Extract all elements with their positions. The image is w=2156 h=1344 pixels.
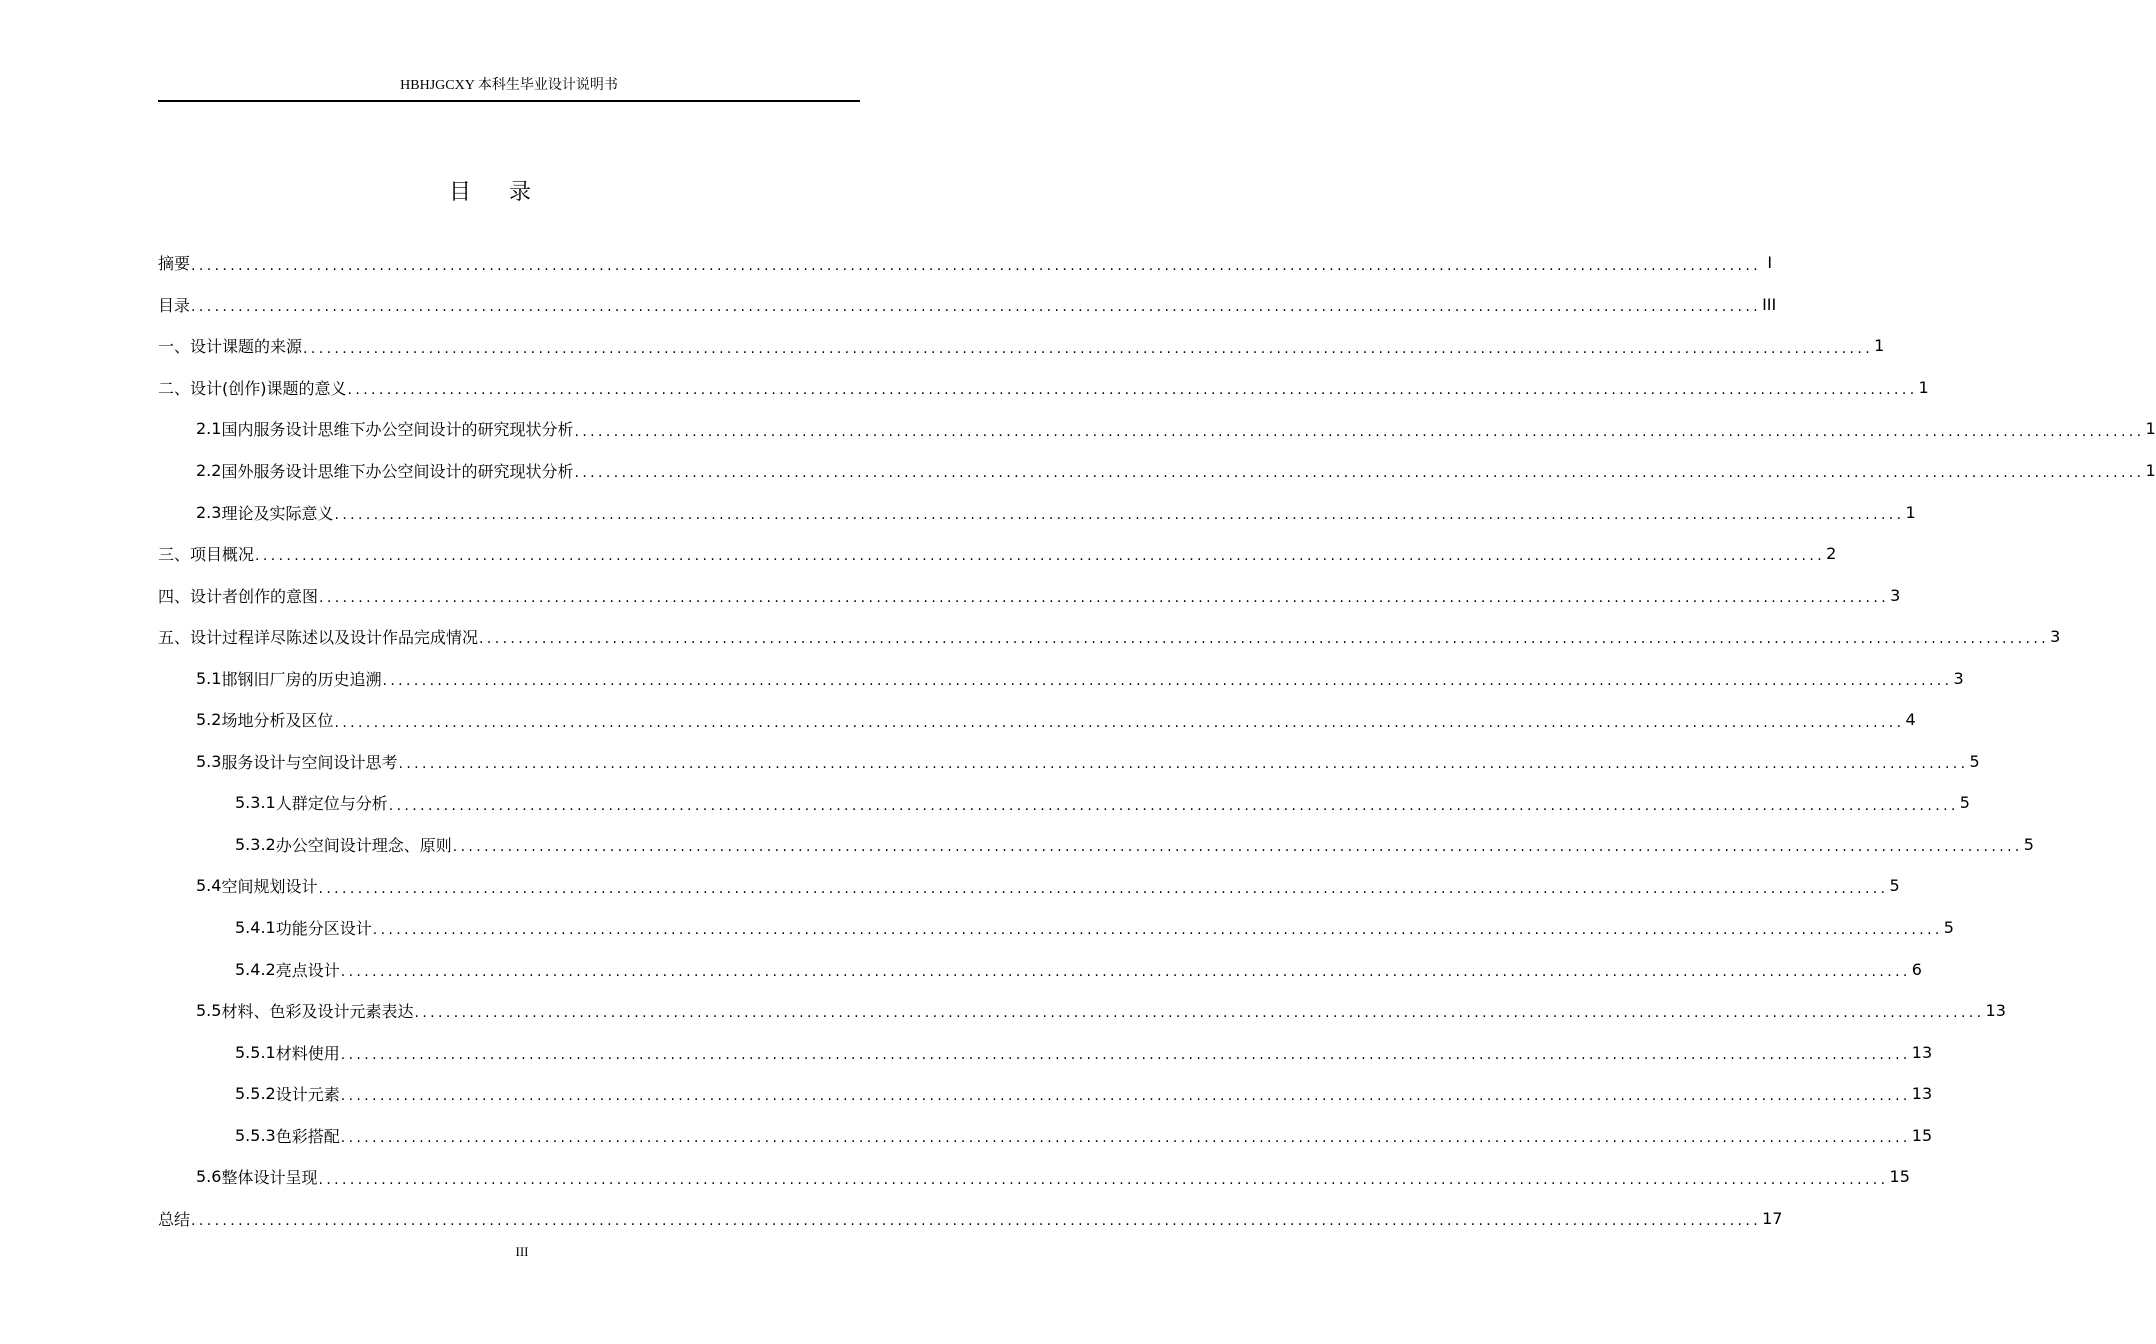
toc-entry-label: 三、项目概况 bbox=[158, 545, 255, 565]
toc-leader-dots: ........................................................................................................................................................................................................ bbox=[574, 423, 2145, 440]
toc-entry-page: 4 bbox=[1905, 710, 1916, 730]
toc-entry-page: 5 bbox=[1943, 918, 1954, 938]
toc-entry[interactable] bbox=[158, 699, 1916, 741]
toc-entry-label: 材料使用 bbox=[275, 1043, 340, 1063]
table-of-contents bbox=[158, 242, 2156, 1239]
toc-entry[interactable] bbox=[158, 824, 2034, 866]
toc-entry[interactable] bbox=[158, 1031, 1933, 1073]
toc-entry-label: 色彩搭配 bbox=[275, 1126, 340, 1146]
toc-entry[interactable] bbox=[158, 1114, 1933, 1156]
toc-entry-label: 场地分析及区位 bbox=[221, 711, 334, 731]
toc-entry-number: 5.6 bbox=[196, 1167, 222, 1187]
toc-entry-page: 1 bbox=[1918, 377, 1929, 397]
page-header: HBHJGCXY 本科生毕业设计说明书 bbox=[400, 78, 618, 93]
toc-entry[interactable] bbox=[158, 865, 1900, 907]
toc-entry-number: 5.4 bbox=[196, 876, 222, 896]
toc-leader-dots: ........................................................................................................................................................................................................ bbox=[318, 1171, 1889, 1188]
toc-entry[interactable] bbox=[158, 1156, 1910, 1198]
toc-entry-page: 13 bbox=[1985, 1001, 2006, 1021]
toc-leader-dots: ........................................................................................................................................................................................................ bbox=[319, 589, 1890, 606]
toc-entry-number: 5.2 bbox=[196, 710, 222, 730]
toc-entry-number: 5.4.2 bbox=[235, 959, 276, 979]
toc-entry-number: 5.3.1 bbox=[235, 793, 276, 813]
toc-entry[interactable] bbox=[158, 450, 2156, 492]
toc-entry-number: 5.3 bbox=[196, 751, 222, 771]
toc-entry-page: I bbox=[1767, 253, 1773, 273]
toc-entry-label: 整体设计呈现 bbox=[221, 1168, 318, 1188]
toc-leader-dots: ........................................................................................................................................................................................................ bbox=[191, 1213, 1762, 1230]
toc-entry-label: 功能分区设计 bbox=[275, 919, 372, 939]
toc-leader-dots: ........................................................................................................................................................................................................ bbox=[347, 382, 1918, 399]
toc-entry-page: 2 bbox=[1826, 544, 1837, 564]
toc-entry[interactable] bbox=[158, 491, 1916, 533]
toc-entry-number: 2.3 bbox=[196, 502, 222, 522]
toc-leader-dots: ........................................................................................................................................................................................................ bbox=[191, 257, 1762, 274]
toc-entry-label: 办公空间设计理念、原则 bbox=[275, 835, 452, 855]
toc-leader-dots: ........................................................................................................................................................................................................ bbox=[479, 631, 2050, 648]
toc-entry-number: 5.5.3 bbox=[235, 1125, 276, 1145]
toc-entry[interactable] bbox=[158, 367, 1929, 409]
toc-entry[interactable] bbox=[158, 741, 1980, 783]
toc-leader-dots: ........................................................................................................................................................................................................ bbox=[340, 1088, 1911, 1105]
toc-entry-label: 设计元素 bbox=[275, 1085, 340, 1105]
toc-entry[interactable] bbox=[158, 948, 1922, 990]
toc-leader-dots: ........................................................................................................................................................................................................ bbox=[334, 714, 1905, 731]
toc-entry-page: 3 bbox=[2050, 627, 2061, 647]
toc-leader-dots: ........................................................................................................................................................................................................ bbox=[414, 1005, 1985, 1022]
toc-entry-label: 材料、色彩及设计元素表达 bbox=[221, 1002, 414, 1022]
toc-entry-number: 5.5.2 bbox=[235, 1084, 276, 1104]
toc-entry-label: 人群定位与分析 bbox=[275, 794, 388, 814]
toc-entry-page: 15 bbox=[1911, 1125, 1933, 1145]
toc-entry-page: 5 bbox=[2023, 834, 2034, 854]
toc-entry[interactable] bbox=[158, 533, 1837, 575]
toc-entry-number: 5.5 bbox=[196, 1001, 222, 1021]
toc-leader-dots: ........................................................................................................................................................................................................ bbox=[340, 1046, 1911, 1063]
toc-entry[interactable] bbox=[158, 1198, 1783, 1240]
toc-entry-page: 17 bbox=[1762, 1208, 1783, 1228]
page-number: III bbox=[515, 1244, 529, 1259]
toc-entry[interactable] bbox=[158, 907, 1954, 949]
toc-entry-page: 1 bbox=[1905, 502, 1916, 522]
toc-entry-label: 国内服务设计思维下办公空间设计的研究现状分析 bbox=[221, 420, 574, 440]
toc-entry-page: III bbox=[1762, 294, 1777, 314]
toc-leader-dots: ........................................................................................................................................................................................................ bbox=[191, 299, 1762, 316]
toc-entry-page: 13 bbox=[1911, 1042, 1933, 1062]
toc-entry-label: 理论及实际意义 bbox=[221, 503, 334, 523]
toc-entry[interactable] bbox=[158, 616, 2061, 658]
toc-entry[interactable] bbox=[158, 657, 1964, 699]
toc-leader-dots: ........................................................................................................................................................................................................ bbox=[340, 963, 1911, 980]
toc-leader-dots: ........................................................................................................................................................................................................ bbox=[382, 673, 1953, 690]
toc-entry-label: 邯钢旧厂房的历史追溯 bbox=[221, 669, 382, 689]
toc-entry-number: 5.5.1 bbox=[235, 1042, 276, 1062]
toc-leader-dots: ........................................................................................................................................................................................................ bbox=[398, 756, 1969, 773]
toc-entry-page: 5 bbox=[1889, 876, 1900, 896]
toc-entry-label: 五、设计过程详尽陈述以及设计作品完成情况 bbox=[158, 628, 479, 648]
toc-entry-page: 5 bbox=[1969, 751, 1980, 771]
toc-entry-page: 6 bbox=[1911, 959, 1922, 979]
toc-entry[interactable] bbox=[158, 284, 1777, 326]
toc-entry-label: 摘要 bbox=[158, 254, 191, 274]
toc-entry-page: 3 bbox=[1890, 585, 1901, 605]
toc-leader-dots: ........................................................................................................................................................................................................ bbox=[452, 839, 2023, 856]
toc-leader-dots: ........................................................................................................................................................................................................ bbox=[318, 880, 1889, 897]
toc-entry[interactable] bbox=[158, 782, 1970, 824]
toc-entry-number: 5.1 bbox=[196, 668, 222, 688]
toc-leader-dots: ........................................................................................................................................................................................................ bbox=[334, 506, 1905, 523]
toc-entry-page: 5 bbox=[1959, 793, 1970, 813]
toc-entry[interactable] bbox=[158, 574, 1901, 616]
toc-entry-number: 2.1 bbox=[196, 419, 222, 439]
toc-entry-number: 2.2 bbox=[196, 461, 222, 480]
toc-entry-number: 5.3.2 bbox=[235, 834, 276, 854]
toc-entry[interactable] bbox=[158, 990, 2006, 1032]
toc-entry-label: 空间规划设计 bbox=[221, 877, 318, 897]
toc-entry[interactable] bbox=[158, 408, 2156, 450]
toc-entry-page: 1 bbox=[2145, 419, 2156, 439]
toc-leader-dots: ........................................................................................................................................................................................................ bbox=[303, 340, 1874, 357]
toc-entry-label: 四、设计者创作的意图 bbox=[158, 586, 319, 606]
toc-entry-label: 总结 bbox=[158, 1209, 191, 1229]
toc-title: 目录 bbox=[448, 180, 569, 205]
toc-entry-label: 二、设计(创作)课题的意义 bbox=[158, 378, 347, 398]
toc-leader-dots: ........................................................................................................................................................................................................ bbox=[340, 1130, 1911, 1147]
toc-leader-dots: ........................................................................................................................................................................................................ bbox=[372, 922, 1943, 939]
toc-entry-label: 亮点设计 bbox=[275, 960, 340, 980]
toc-entry-page: 3 bbox=[1953, 668, 1964, 688]
toc-entry-page: 13 bbox=[1911, 1084, 1933, 1104]
toc-entry[interactable] bbox=[158, 242, 1773, 284]
toc-entry[interactable] bbox=[158, 1073, 1933, 1115]
toc-entry-label: 一、设计课题的来源 bbox=[158, 337, 303, 357]
toc-leader-dots: ........................................................................................................................................................................................................ bbox=[574, 465, 2145, 482]
toc-entry-page: 1 bbox=[1874, 336, 1885, 356]
toc-leader-dots: ........................................................................................................................................................................................................ bbox=[388, 797, 1959, 814]
header-rule bbox=[158, 100, 860, 102]
toc-entry-number: 5.4.1 bbox=[235, 918, 276, 938]
toc-entry-page: 1 bbox=[2145, 461, 2156, 480]
toc-entry[interactable] bbox=[158, 325, 1885, 367]
toc-entry-label: 国外服务设计思维下办公空间设计的研究现状分析 bbox=[221, 462, 574, 481]
toc-entry-label: 服务设计与空间设计思考 bbox=[221, 752, 398, 772]
toc-leader-dots: ........................................................................................................................................................................................................ bbox=[255, 548, 1826, 565]
toc-entry-page: 15 bbox=[1889, 1167, 1910, 1187]
toc-entry-label: 目录 bbox=[158, 295, 191, 315]
